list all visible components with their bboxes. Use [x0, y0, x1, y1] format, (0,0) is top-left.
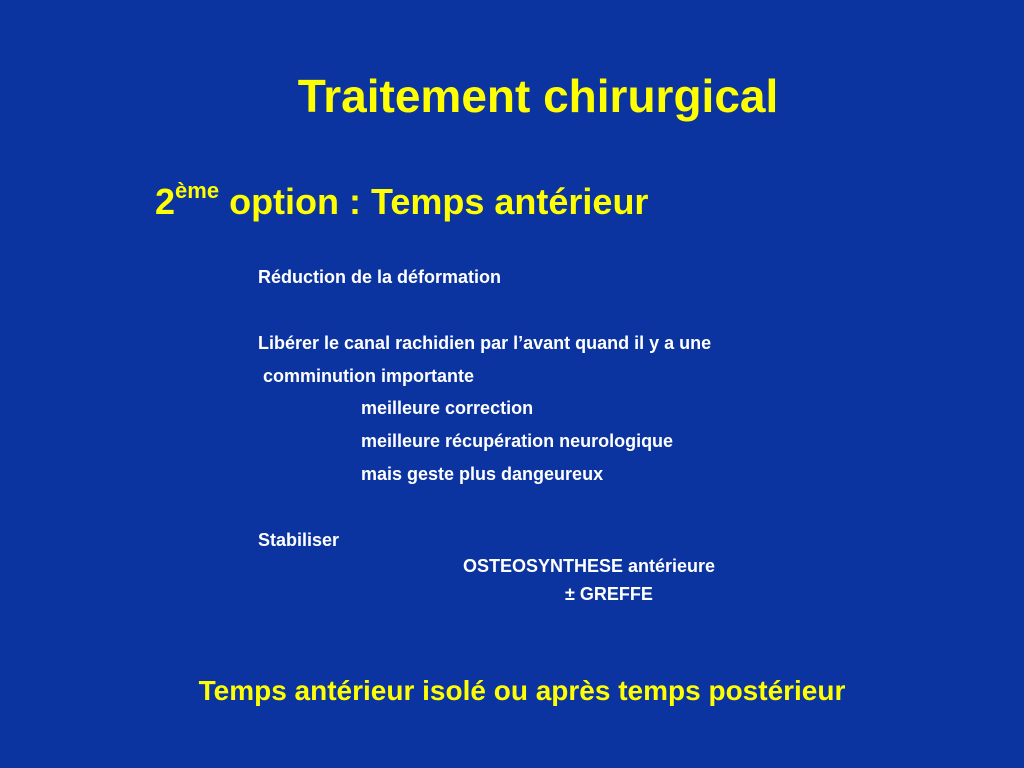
body-line-reduction: Réduction de la déformation [258, 267, 502, 287]
body-line-liberer: Libérer le canal rachidien par l’avant quand il y a une [258, 333, 712, 353]
slide-footer: Temps antérieur isolé ou après temps postérieur [198, 675, 846, 706]
body-osteosynthese: OSTEOSYNTHESE antérieure [463, 556, 716, 576]
slide-subtitle [155, 180, 648, 224]
body-sub-danger: mais geste plus dangeureux [361, 464, 604, 484]
body-sub-correction: meilleure correction [361, 398, 534, 418]
body-greffe: ± GREFFE [565, 584, 653, 604]
body-line-comminution: comminution importante [258, 366, 474, 386]
body-sub-recuperation: meilleure récupération neurologique [361, 431, 674, 451]
slide-title: Traitement chirurgical [297, 70, 779, 122]
subtitle-text: option : Temps antérieur [219, 181, 649, 222]
subtitle-number: 2 [155, 181, 176, 222]
subtitle-superscript: ème [175, 178, 220, 203]
body-line-stabiliser: Stabiliser [258, 530, 340, 550]
